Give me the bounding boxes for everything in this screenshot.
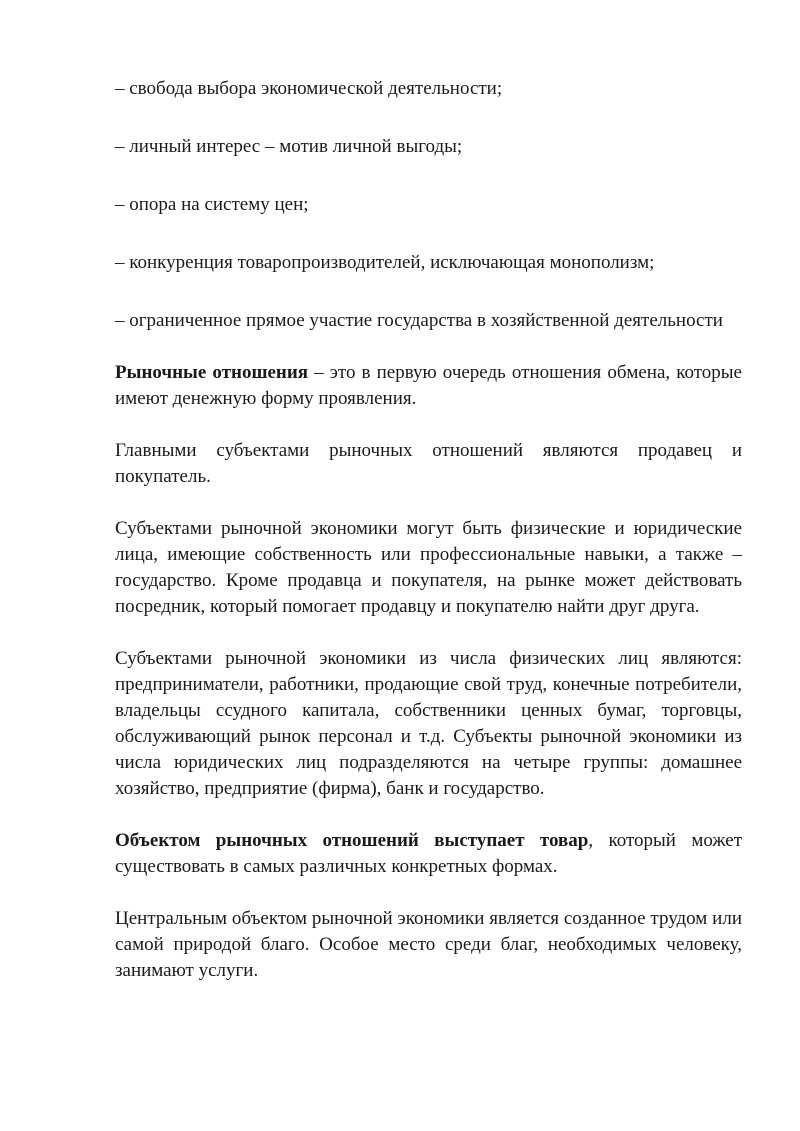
bullet-personal-interest: – личный интерес – мотив личной выгоды;: [115, 136, 463, 157]
paragraph-subjects-detail: Субъектами рыночной экономики из числа физических лиц являются: предприниматели, работники, продающие свой труд, конечные потребители, владельцы ссудного капитала, собственники ценных бумаг, торговцы, обслуживающий рынок персонал и т.д. Субъекты рыночной экономики из числа юридических лиц подразделяются на четыре группы: домашнее хозяйство, предприятие (фирма), банк и государство.: [115, 648, 742, 799]
paragraph-main-subjects: Главными субъектами рыночных отношений являются продавец и покупатель.: [115, 440, 742, 487]
paragraph-market-object: [115, 828, 742, 880]
bullet-freedom-of-choice: – свобода выбора экономической деятельности;: [115, 78, 503, 99]
definition-market-object: , который может существовать в самых различных конкретных формах.: [115, 830, 743, 877]
bullet-competition: – конкуренция товаропроизводителей, исключающая монополизм;: [115, 252, 655, 273]
term-market-relations: Рыночные отношения: [115, 362, 309, 383]
bullet-limited-state-participation: – ограниченное прямое участие государства в хозяйственной деятельности: [115, 310, 723, 331]
paragraph-market-relations: [115, 360, 742, 412]
definition-market-relations: – это в первую очередь отношения обмена, которые имеют денежную форму проявления.: [115, 362, 742, 409]
paragraph-subjects: Субъектами рыночной экономики могут быть физические и юридические лица, имеющие собственность или профессиональные навыки, а также – государство. Кроме продавца и покупателя, на рынке может действовать посредник, который помогает продавцу и покупателю найти друг друга.: [115, 518, 742, 617]
term-market-object: Объектом рыночных отношений выступает товар: [115, 830, 589, 851]
bullet-price-system: – опора на систему цен;: [115, 194, 309, 215]
paragraph-central-object: Центральным объектом рыночной экономики является созданное трудом или самой природой благо. Особое место среди благ, необходимых человеку, занимают услуги.: [115, 908, 742, 981]
document-page: [115, 76, 742, 1010]
